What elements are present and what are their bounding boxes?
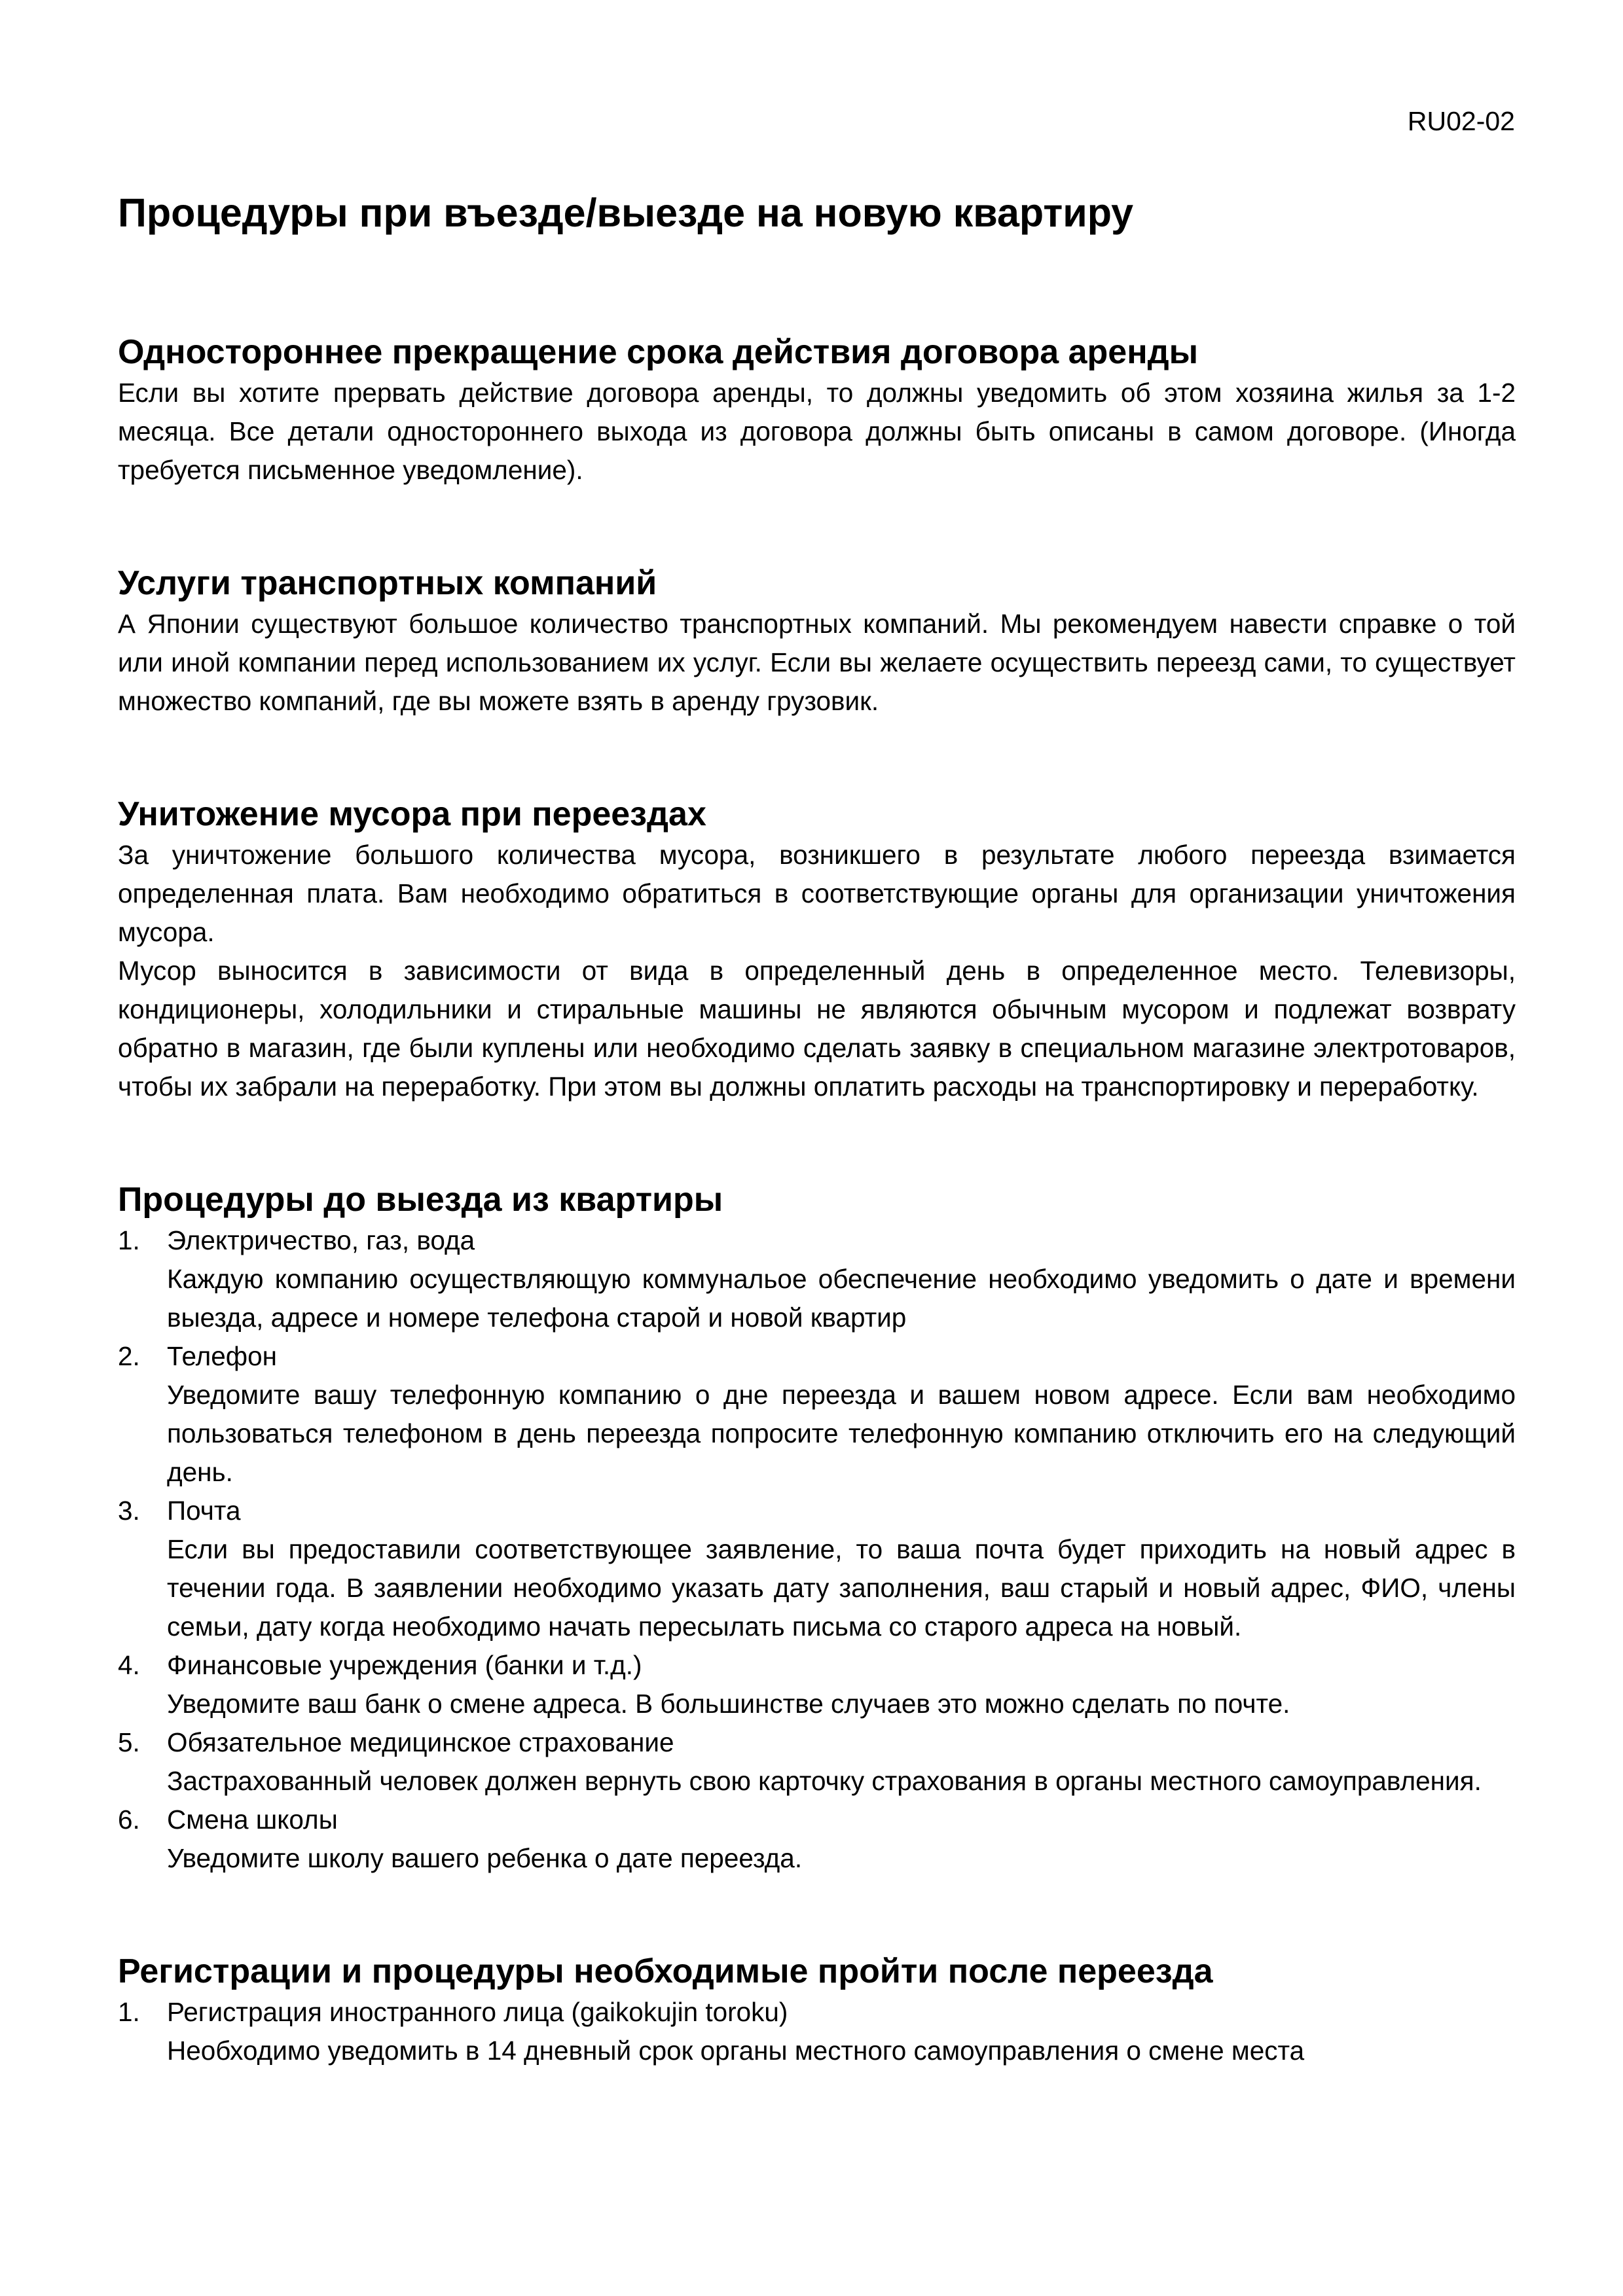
numbered-list xyxy=(118,1221,1516,1878)
list-item-title: Электричество, газ, вода xyxy=(167,1225,475,1255)
section-heading: Одностороннее прекращение срока действия договора аренды xyxy=(118,333,1199,371)
section-heading: Унитожение мусора при переездах xyxy=(118,795,706,833)
section-paragraph: За уничтожение большого количества мусора, возникшего в результате любого переезда взимается определенная плата. Вам необходимо обратиться в соответствующие органы для организации уничтожения мусора. xyxy=(118,840,1516,947)
list-item xyxy=(118,1492,1516,1646)
list-item-text: Застрахованный человек должен вернуть свою карточку страхования в органы местного самоуправления. xyxy=(167,1766,1482,1796)
list-item-text: Если вы предоставили соответствующее заявление, то ваша почта будет приходить на новый адрес в течении года. В заявлении необходимо указать дату заполнения, ваш старый и новый адрес, ФИО, члены семьи, дату когда необходимо начать пересылать письма со старого адреса на новый. xyxy=(167,1534,1516,1641)
section-garbage-disposal xyxy=(118,793,1516,1106)
list-item-title: Обязательное медицинское страхование xyxy=(167,1727,674,1757)
list-item xyxy=(118,1993,1516,2070)
section-paragraph: Если вы хотите прервать действие договора аренды, то должны уведомить об этом хозяина жилья за 1-2 месяца. Все детали одностороннего выхода из договора должны быть описаны в самом договоре. (Иногда требуется письменное уведомление). xyxy=(118,378,1516,485)
list-item-text: Уведомите вашу телефонную компанию о дне переезда и вашем новом адресе. Если вам необходимо пользоваться телефоном в день переезда попросите телефонную компанию отключить его на следующий день. xyxy=(167,1380,1516,1487)
section-heading: Услуги транспортных компаний xyxy=(118,564,657,602)
document-content xyxy=(118,187,1516,2070)
numbered-list xyxy=(118,1993,1516,2070)
list-item xyxy=(118,1723,1516,1801)
list-item-text: Уведомите школу вашего ребенка о дате переезда. xyxy=(167,1843,803,1873)
list-item-text: Каждую компанию осуществляющую коммунальое обеспечение необходимо уведомить о дате и времени выезда, адресе и номере телефона старой и новой квартир xyxy=(167,1264,1516,1333)
list-item xyxy=(118,1646,1516,1723)
section-moving-companies xyxy=(118,562,1516,721)
section-lease-termination xyxy=(118,331,1516,490)
list-item xyxy=(118,1801,1516,1878)
list-item-number: 6. xyxy=(118,1804,140,1835)
section-heading: Процедуры до выезда из квартиры xyxy=(118,1181,723,1219)
section-after-moving xyxy=(118,1950,1516,2070)
list-item-number: 5. xyxy=(118,1727,140,1757)
list-item-number: 4. xyxy=(118,1650,140,1680)
list-item-number: 2. xyxy=(118,1341,140,1371)
section-paragraph: А Японии существуют большое количество транспортных компаний. Мы рекомендуем навести справке о той или иной компании перед использованием их услуг. Если вы желаете осуществить переезд сами, то существует множество компаний, где вы можете взять в аренду грузовик. xyxy=(118,609,1516,716)
list-item-text: Необходимо уведомить в 14 дневный срок органы местного самоуправления о смене места xyxy=(167,2036,1305,2066)
list-item xyxy=(118,1221,1516,1337)
list-item-title: Почта xyxy=(167,1496,241,1526)
page-title: Процедуры при въезде/выезде на новую квартиру xyxy=(118,190,1134,235)
list-item-title: Смена школы xyxy=(167,1804,338,1835)
list-item-title: Финансовые учреждения (банки и т.д.) xyxy=(167,1650,642,1680)
list-item-number: 3. xyxy=(118,1496,140,1526)
list-item-text: Уведомите ваш банк о смене адреса. В большинстве случаев это можно сделать по почте. xyxy=(167,1689,1290,1719)
list-item xyxy=(118,1337,1516,1492)
section-paragraph: Мусор выносится в зависимости от вида в определенный день в определенное место. Телевизоры, кондиционеры, холодильники и стиральные машины не являются обычным мусором и подлежат возврату обратно в магазин, где были куплены или необходимо сделать заявку в специальном магазине электротоваров, чтобы их забрали на переработку. При этом вы должны оплатить расходы на транспортировку и переработку. xyxy=(118,956,1516,1102)
list-item-number: 1. xyxy=(118,1225,140,1255)
list-item-title: Регистрация иностранного лица (gaikokujin toroku) xyxy=(167,1997,788,2027)
section-heading: Регистрации и процедуры необходимые пройти после переезда xyxy=(118,1952,1213,1990)
list-item-number: 1. xyxy=(118,1997,140,2027)
section-before-moving-out xyxy=(118,1178,1516,1878)
list-item-title: Телефон xyxy=(167,1341,278,1371)
document-code: RU02-02 xyxy=(1407,106,1515,136)
